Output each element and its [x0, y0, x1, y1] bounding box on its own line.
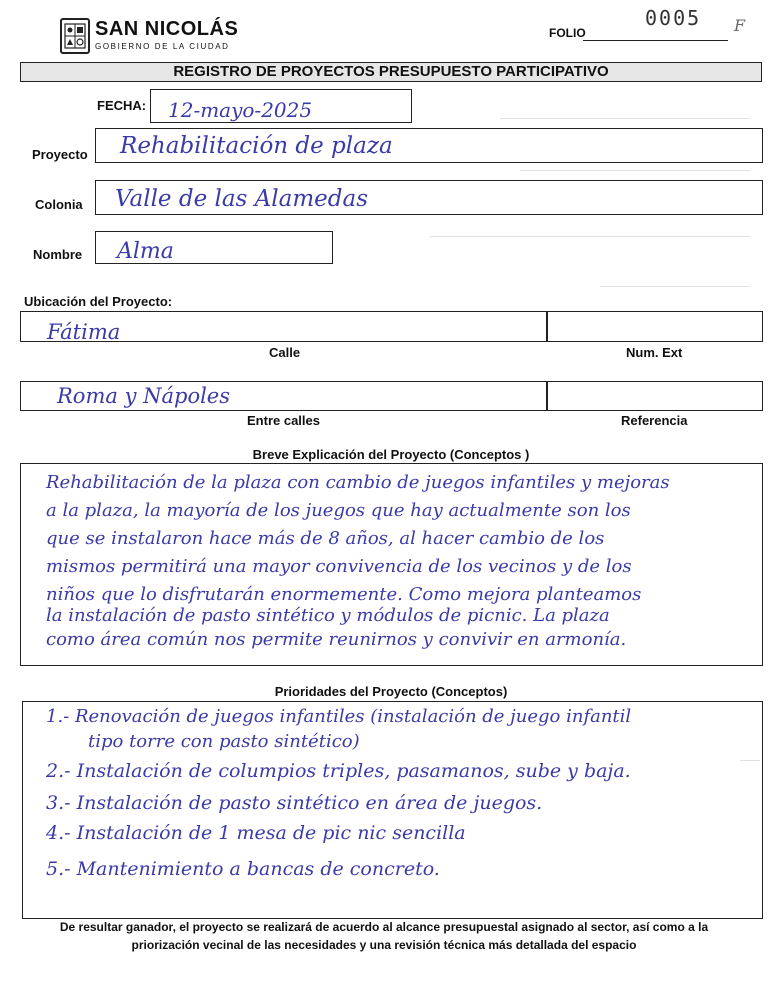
prioridades-line: 4.- Instalación de 1 mesa de pic nic sencilla — [46, 822, 466, 844]
fecha-label: FECHA: — [97, 98, 147, 113]
colonia-label: Colonia — [35, 197, 83, 212]
explicacion-line: Rehabilitación de la plaza con cambio de juegos infantiles y mejoras — [46, 472, 670, 493]
folio-underline — [583, 40, 728, 41]
form-title: REGISTRO DE PROYECTOS PRESUPUESTO PARTICIPATIVO — [173, 63, 609, 80]
nombre-label: Nombre — [33, 247, 83, 262]
brand-subtitle: GOBIERNO DE LA CIUDAD — [95, 42, 230, 51]
city-seal-icon — [60, 18, 90, 54]
num-ext-field[interactable] — [546, 311, 763, 342]
calle-label: Calle — [269, 345, 301, 360]
entre-calles-value: Roma y Nápoles — [57, 384, 231, 408]
fecha-value: 12-mayo-2025 — [168, 98, 313, 122]
brand-name: SAN NICOLÁS — [95, 18, 239, 40]
explicacion-line: niños que lo disfrutarán enormemente. Como mejora planteamos — [46, 584, 642, 605]
explicacion-line: la instalación de pasto sintético y módulos de picnic. La plaza — [46, 605, 610, 626]
bleed-through-line — [520, 170, 750, 171]
folio-label: FOLIO — [549, 26, 586, 40]
colonia-value: Valle de las Alamedas — [115, 186, 369, 212]
prioridades-line: 5.- Mantenimiento a bancas de concreto. — [46, 858, 440, 880]
prioridades-line: 1.- Renovación de juegos infantiles (instalación de juego infantil — [46, 706, 632, 727]
explicacion-line: a la plaza, la mayoría de los juegos que hay actualmente son los — [46, 500, 631, 521]
explicacion-line: que se instalaron hace más de 8 años, al hacer cambio de los — [46, 528, 605, 549]
prioridades-line: 2.- Instalación de columpios triples, pasamanos, sube y baja. — [46, 760, 631, 782]
explicacion-heading: Breve Explicación del Proyecto (Conceptos ) — [252, 447, 530, 462]
explicacion-line: mismos permitirá una mayor convivencia de los vecinos y de los — [46, 556, 632, 577]
folio-value: 0005 — [645, 6, 702, 30]
referencia-field[interactable] — [546, 381, 763, 411]
prioridades-line: 3.- Instalación de pasto sintético en área de juegos. — [46, 792, 543, 814]
bleed-through-line — [500, 118, 750, 119]
nombre-value: Alma — [117, 239, 174, 264]
footer-note-line2: priorización vecinal de las necesidades y una revisión técnica más detallada del espacio — [131, 938, 637, 952]
calle-value: Fátima — [47, 320, 121, 344]
num-ext-label: Num. Ext — [626, 345, 683, 360]
bleed-through-line — [600, 286, 750, 287]
folio-extra-mark: F — [734, 16, 746, 35]
entre-calles-label: Entre calles — [247, 413, 320, 428]
proyecto-label: Proyecto — [32, 147, 88, 162]
footer-note-line1: De resultar ganador, el proyecto se realizará de acuerdo al alcance presupuestal asignado al sector, así como a la — [59, 920, 709, 934]
bleed-through-line — [430, 236, 750, 237]
proyecto-value: Rehabilitación de plaza — [120, 133, 393, 159]
referencia-label: Referencia — [621, 413, 688, 428]
ubicacion-heading: Ubicación del Proyecto: — [24, 294, 173, 309]
prioridades-heading: Prioridades del Proyecto (Conceptos) — [274, 684, 508, 699]
prioridades-line: tipo torre con pasto sintético) — [88, 731, 360, 752]
explicacion-line: como área común nos permite reunirnos y convivir en armonía. — [46, 629, 627, 650]
city-logo — [60, 18, 90, 54]
